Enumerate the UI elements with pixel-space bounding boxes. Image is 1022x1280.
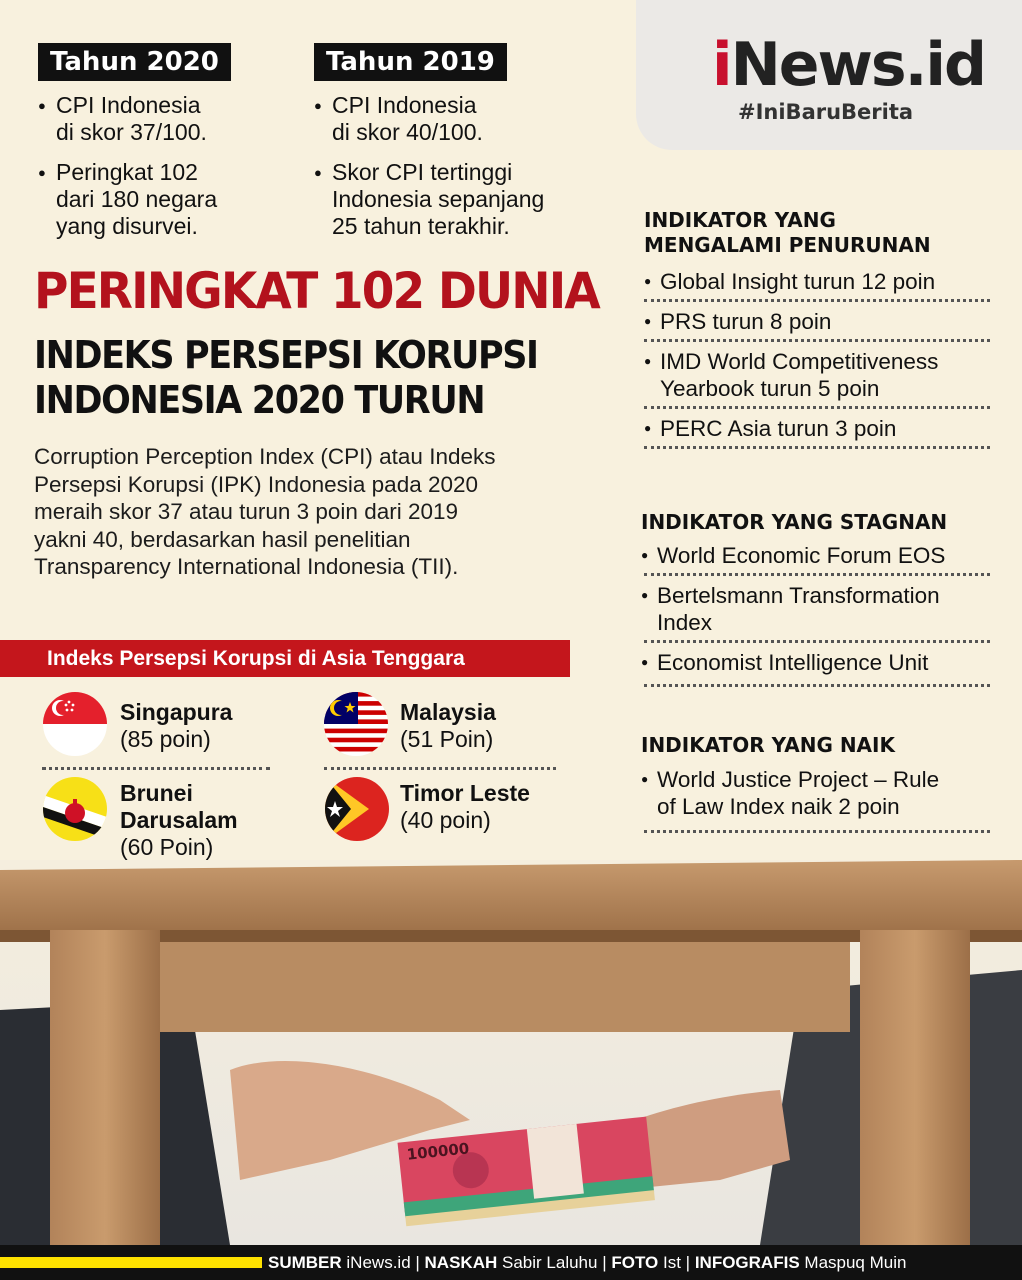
indicator-flat-item: ● Bertelsmann Transformation Index bbox=[641, 582, 940, 636]
credit-label: INFOGRAFIS bbox=[694, 1253, 800, 1272]
credit-label: FOTO bbox=[611, 1253, 659, 1272]
divider bbox=[644, 446, 990, 449]
credit-label: NASKAH bbox=[424, 1253, 498, 1272]
malaysia-flag-icon bbox=[324, 692, 388, 756]
divider bbox=[644, 640, 990, 643]
credit-value: iNews.id bbox=[346, 1253, 411, 1272]
credit-label: SUMBER bbox=[268, 1253, 342, 1272]
indicator-flat-item: ● Economist Intelligence Unit bbox=[641, 649, 928, 676]
country-brunei bbox=[120, 780, 238, 861]
page-title: PERINGKAT 102 DUNIA bbox=[34, 262, 599, 320]
indicator-down-item: ● PRS turun 8 poin bbox=[644, 308, 831, 335]
year-2020-item bbox=[38, 159, 298, 240]
year-2019-item bbox=[314, 92, 614, 146]
year-2019-tag: Tahun 2019 bbox=[314, 43, 507, 81]
singapore-flag-icon bbox=[43, 692, 107, 756]
divider bbox=[644, 339, 990, 342]
divider bbox=[644, 684, 990, 687]
body-paragraph: Corruption Perception Index (CPI) atau Indeks Persepsi Korupsi (IPK) Indonesia pada 2020 meraih skor 37 atau turun 3 poin dari 2019 yakni 40, berdasarkan hasil penelitian Transparency International Indonesia (TII). bbox=[34, 444, 496, 579]
footer-bar bbox=[0, 1245, 1022, 1280]
indicator-down-item: ● PERC Asia turun 3 poin bbox=[644, 415, 896, 442]
divider bbox=[644, 573, 990, 576]
divider bbox=[324, 767, 556, 770]
indicator-up-title: INDIKATOR YANG NAIK bbox=[641, 733, 895, 757]
credit-value: Ist bbox=[663, 1253, 681, 1272]
credit-value: Sabir Laluhu bbox=[502, 1253, 598, 1272]
bribe-photo bbox=[0, 860, 1022, 1245]
country-score: (51 Poin) bbox=[400, 726, 494, 752]
brand-hashtag: #IniBaruBerita bbox=[738, 100, 914, 124]
year-2019-item-text: CPI Indonesia di skor 40/100. bbox=[332, 92, 483, 145]
year-2020-item-text: Peringkat 102 dari 180 negara yang disurvei. bbox=[56, 159, 218, 239]
year-2019-list bbox=[314, 92, 614, 253]
country-name: Timor Leste bbox=[400, 780, 530, 806]
country-name: Malaysia bbox=[400, 699, 496, 725]
divider bbox=[644, 406, 990, 409]
banknote-value: 100000 bbox=[405, 1139, 471, 1164]
country-malaysia bbox=[400, 699, 496, 753]
year-2020-list bbox=[38, 92, 298, 253]
indicator-flat-item: ● World Economic Forum EOS bbox=[641, 542, 945, 569]
logo-text: News.id bbox=[730, 30, 985, 100]
footer-accent-stripe bbox=[0, 1257, 262, 1268]
indicator-down-item: ● Global Insight turun 12 poin bbox=[644, 268, 935, 295]
logo-i: i bbox=[712, 30, 731, 100]
country-score: (40 poin) bbox=[400, 807, 491, 833]
brand-logo[interactable] bbox=[712, 30, 985, 100]
country-timor-leste bbox=[400, 780, 530, 834]
year-2020-tag: Tahun 2020 bbox=[38, 43, 231, 81]
credit-value: Maspuq Muin bbox=[804, 1253, 907, 1272]
page-subtitle: INDEKS PERSEPSI KORUPSI INDONESIA 2020 TURUN bbox=[34, 333, 538, 422]
indicator-down-title: INDIKATOR YANG MENGALAMI PENURUNAN bbox=[644, 208, 931, 257]
year-2020-item bbox=[38, 92, 298, 146]
footer-credits: SUMBER iNews.id | NASKAH Sabir Laluhu | FOTO Ist | INFOGRAFIS Maspuq Muin bbox=[268, 1253, 907, 1272]
country-name: Singapura bbox=[120, 699, 233, 725]
sea-section-title: Indeks Persepsi Korupsi di Asia Tenggara bbox=[0, 640, 570, 677]
divider bbox=[644, 830, 990, 833]
country-score: (60 Poin) bbox=[120, 834, 214, 860]
divider bbox=[644, 299, 990, 302]
indicator-up-item: ● World Justice Project – Rule of Law Index naik 2 poin bbox=[641, 766, 939, 820]
indicator-flat-title: INDIKATOR YANG STAGNAN bbox=[641, 510, 948, 534]
year-2020-item-text: CPI Indonesia di skor 37/100. bbox=[56, 92, 207, 145]
indicator-down-item: ● IMD World Competitiveness Yearbook turun 5 poin bbox=[644, 348, 938, 402]
brunei-flag-icon bbox=[43, 777, 107, 841]
timor-leste-flag-icon bbox=[325, 777, 389, 841]
country-name: Brunei Darusalam bbox=[120, 780, 238, 833]
divider bbox=[42, 767, 270, 770]
year-2019-item-text: Skor CPI tertinggi Indonesia sepanjang 25 tahun terakhir. bbox=[332, 159, 545, 239]
year-2019-item bbox=[314, 159, 614, 240]
country-singapura bbox=[120, 699, 232, 753]
country-score: (85 poin) bbox=[120, 726, 211, 752]
